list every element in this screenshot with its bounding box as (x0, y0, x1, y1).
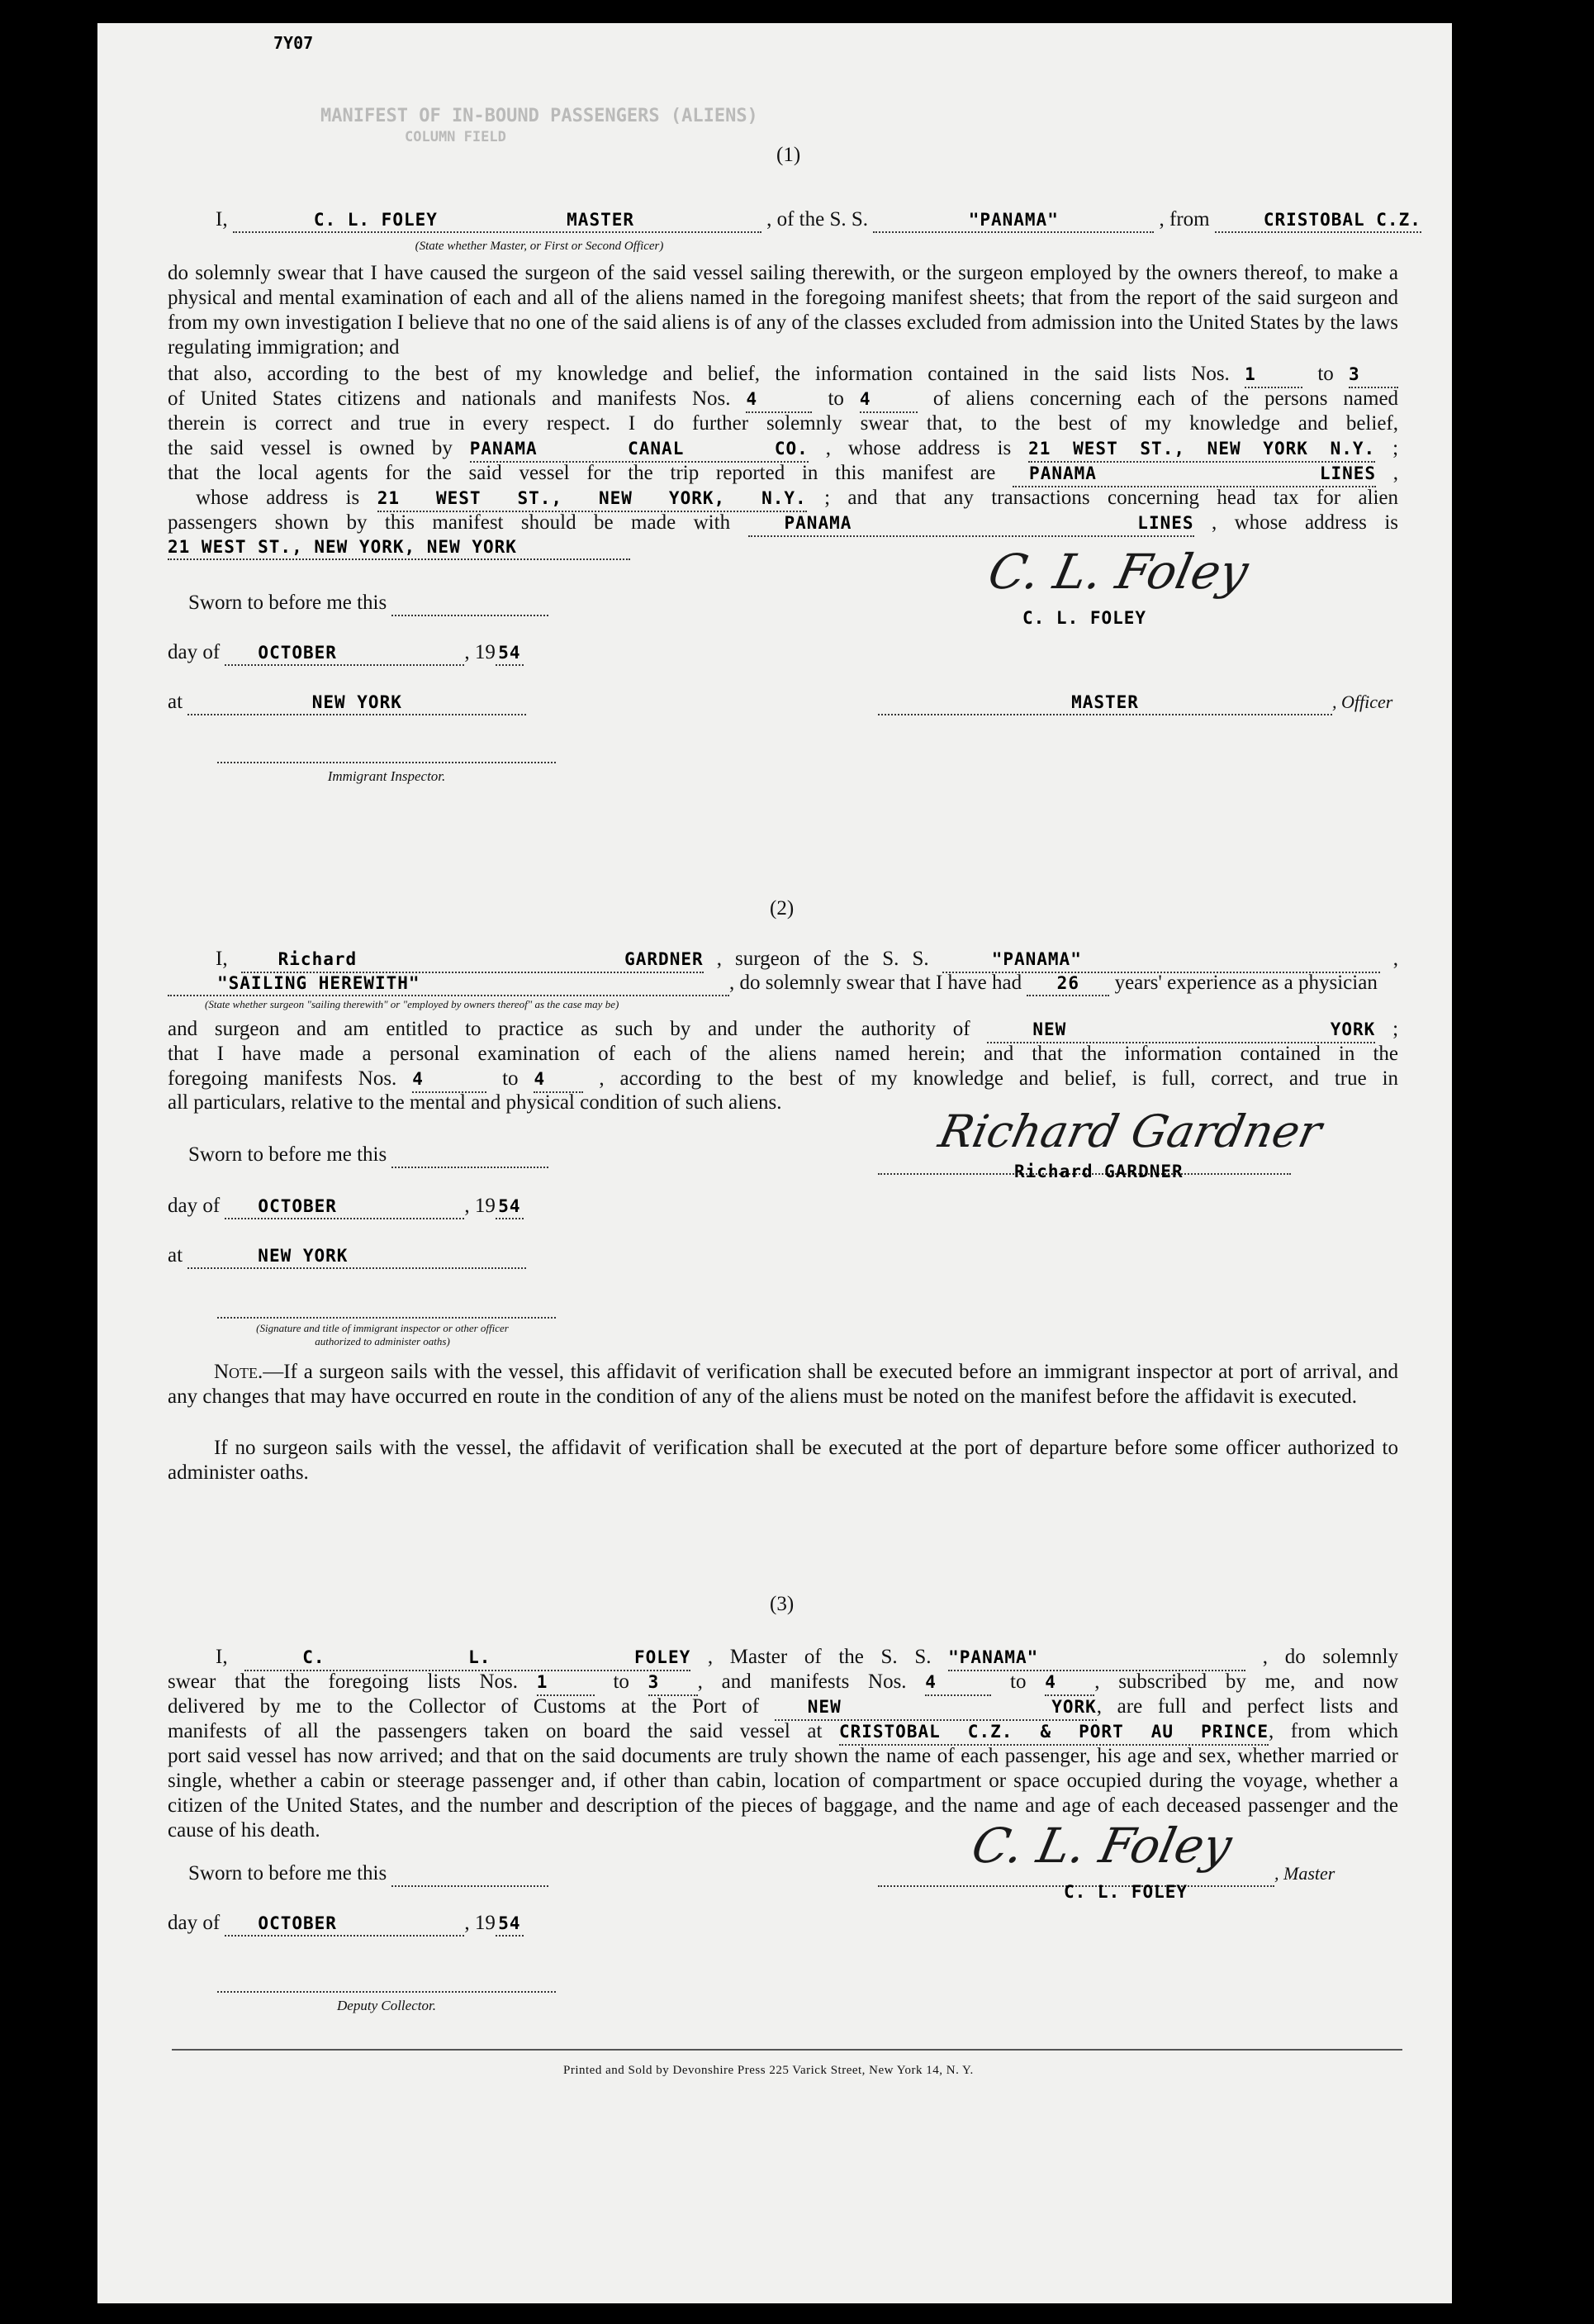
owner-address-field (1028, 436, 1375, 463)
binder-hole (1465, 2173, 1520, 2227)
port-field (775, 1694, 1097, 1721)
place: NEW YORK (311, 692, 402, 712)
to-word: to (1317, 363, 1334, 385)
years: 26 (1056, 973, 1079, 993)
master-signature-3: C. L. Foley (966, 1818, 1237, 1874)
year-prefix-2: , 19 (464, 1195, 496, 1217)
i-prefix: I, (216, 208, 228, 230)
surgeon-line: I, Richard GARDNER , surgeon of the S. S. "PANAMA" , (216, 947, 1398, 973)
agents-address-field (377, 486, 807, 512)
footer-rule (172, 2049, 1402, 2051)
lists-line (168, 362, 1398, 388)
officer-label: , Officer (1332, 691, 1393, 712)
lists-from: 1 (1245, 364, 1256, 384)
solemnly: , do solemnly (1262, 1646, 1399, 1668)
ports-taken-field (839, 1719, 1269, 1746)
delivered-line (168, 1694, 1398, 1721)
binder-hole (1468, 81, 1523, 135)
month-field-3 (225, 1912, 464, 1937)
note-paragraph (168, 1360, 1398, 1409)
agents-field (1013, 461, 1376, 487)
manifest-from: 4 (746, 389, 758, 409)
exam-line: that I have made a personal examination of each of the aliens named herein; and that the information contained in the (168, 1043, 1398, 1065)
authority-prefix: and surgeon and am entitled to practice as such by and under the authority of (168, 1018, 970, 1040)
owned-line: the said vessel is owned by PANAMA CANAL CO. , whose address is 21 WEST ST., NEW YORK N.Y. ; (168, 436, 1398, 463)
place-field-2 (187, 1244, 526, 1269)
delivered-suffix: , are full and perfect lists and (1096, 1695, 1399, 1718)
foregoing-prefix: foregoing manifests Nos. (168, 1067, 397, 1090)
month: OCTOBER (258, 643, 337, 663)
month-field (225, 641, 464, 666)
address-label: , whose address is (825, 437, 1012, 459)
binder-hole (1464, 2065, 1518, 2120)
day-of-2: day of (168, 1195, 221, 1217)
binder-hole (1467, 621, 1521, 676)
master-of: , Master of the S. S. (707, 1646, 932, 1668)
master-name-field-3 (244, 1645, 690, 1671)
lists-from-field-3 (537, 1670, 595, 1696)
signed-name-2: Richard GARDNER (1014, 1162, 1184, 1181)
citizens-prefix: of United States citizens and nationals and manifests Nos. (168, 387, 731, 410)
surgeon-signature: Richard Gardner (934, 1105, 1326, 1157)
month-2: OCTOBER (258, 1196, 337, 1216)
master-caption: (State whether Master, or First or Second Officer) (415, 240, 664, 253)
section-3-number: (3) (770, 1593, 795, 1615)
agents-prefix: that the local agents for the said vessel for the trip reported in this manifest are (168, 462, 996, 484)
manifest-to-2: 4 (534, 1069, 546, 1089)
to-word-3b: to (1010, 1671, 1027, 1693)
day-line-3 (168, 1912, 524, 1937)
lists-from-field (1245, 362, 1302, 388)
faded-title-1: MANIFEST OF IN-BOUND PASSENGERS (ALIENS) (320, 106, 758, 126)
manifest-from-3: 4 (925, 1672, 937, 1692)
years-field (1027, 972, 1109, 996)
ship-name: "PANAMA" (968, 210, 1059, 230)
agents-address-line (168, 486, 1398, 512)
particulars-line: all particulars, relative to the mental and physical condition of such aliens. (168, 1091, 782, 1114)
to-word-3: to (613, 1671, 629, 1693)
at-word: at (168, 691, 183, 713)
manifest-to-field-3 (1045, 1670, 1094, 1696)
i-prefix-2: I, (216, 948, 228, 970)
authority-field (987, 1017, 1375, 1043)
section-3-para: port said vessel has now arrived; and that on the said documents are truly shown the name of each passenger, his age and sex, whether married or single, whether a cabin or steerage passenger and, if other than cabin, location of compartment or space occupied during the voyage, whether a citizen of the United States, and the number and description of the pieces of baggage, and the name and age of each deceased passenger and the cause of his death. (168, 1745, 1398, 1842)
citizens-line (168, 387, 1398, 413)
signed-name-1: C. L. FOLEY (1022, 608, 1147, 628)
ship-field-2 (942, 947, 1380, 973)
manifests-suffix: , from which (1268, 1720, 1398, 1742)
master-label: , Master (1274, 1863, 1335, 1884)
agents-line: that the local agents for the said vessel for the trip reported in this manifest are PANAMA LINES , (168, 461, 1398, 487)
year-field-2 (496, 1195, 524, 1219)
from-label: , from (1159, 208, 1210, 230)
year-field (496, 641, 524, 666)
surgeon-of: , surgeon of the S. S. (716, 948, 929, 970)
sworn-text-2: Sworn to before me this (188, 1143, 387, 1166)
headtax-party: PANAMA LINES (784, 513, 1194, 533)
headtax-address-field (168, 535, 630, 560)
collector-caption: Deputy Collector. (337, 1998, 436, 2013)
note-label: Note. (214, 1361, 263, 1383)
passengers-prefix: passengers shown by this manifest should be made with (168, 511, 731, 534)
lists-to-field-3 (648, 1670, 698, 1696)
at-line-2 (168, 1244, 526, 1269)
surgeon-name-field (241, 947, 704, 973)
experience-line (168, 972, 1378, 996)
year-suffix-2: 54 (498, 1196, 521, 1216)
surgeon-caption: (State whether surgeon "sailing therewith" or "employed by owners thereof" as the case may be) (205, 998, 619, 1010)
signed-name-3: C. L. FOLEY (1064, 1882, 1188, 1902)
inspector-line (217, 739, 556, 763)
officer-line (878, 691, 1392, 715)
year-suffix-3: 54 (498, 1913, 521, 1933)
lists-prefix: that also, according to the best of my knowledge and belief, the information contained in the said lists Nos. (168, 363, 1230, 385)
section-2-number: (2) (770, 897, 795, 920)
ship-name-2: "PANAMA" (991, 949, 1082, 969)
owner: PANAMA CANAL CO. (469, 439, 809, 459)
faded-title-2: COLUMN FIELD (405, 129, 506, 145)
lists-from-3: 1 (536, 1672, 548, 1692)
header-stamp: 7Y07 (273, 33, 314, 53)
sworn-3 (188, 1862, 548, 1887)
ship-field-3 (948, 1645, 1245, 1671)
delivered-prefix: delivered by me to the Collector of Customs at the Port of (168, 1695, 760, 1718)
experience-suffix: years' experience as a physician (1114, 972, 1378, 994)
year-prefix: , 19 (464, 641, 496, 663)
owned-prefix: the said vessel is owned by (168, 437, 453, 459)
to-word-2: to (502, 1067, 519, 1090)
year-suffix: 54 (498, 643, 521, 663)
rank: MASTER (1071, 692, 1139, 712)
place-field (187, 691, 526, 715)
sailing: "SAILING HEREWITH" (217, 973, 420, 993)
from-port: CRISTOBAL C.Z. (1263, 210, 1421, 230)
binder-hole (1467, 753, 1521, 808)
authority-line: and surgeon and am entitled to practice as such by and under the authority of NEW YORK ; (168, 1017, 1398, 1043)
surgeon-name: Richard GARDNER (278, 949, 704, 969)
headtax-suffix: ; and that any transactions concerning head tax for alien (824, 487, 1399, 509)
binder-hole (1468, 254, 1523, 309)
citizens-suffix: of aliens concerning each of the persons named (932, 387, 1399, 410)
section-1-para-a: do solemnly swear that I have caused the surgeon of the said vessel sailing therewith, or the surgeon employed by the owners thereof, to make a physical and mental examination of each and all of the aliens named in the foregoing manifest sheets; that from the report of the said surgeon and from my own investigation I believe that no one of the said aliens is of any of the classes excluded from admission into the United States by the laws regulating immigration; and (168, 262, 1398, 359)
manifest-to: 4 (859, 389, 871, 409)
month-3: OCTOBER (258, 1913, 337, 1933)
ship-field (873, 208, 1154, 233)
at-line-1 (168, 691, 526, 715)
manifest-to-3: 4 (1045, 1672, 1056, 1692)
at-word-2: at (168, 1244, 183, 1267)
and-manifests: , and manifests Nos. (697, 1671, 907, 1693)
owner-address: 21 WEST ST., NEW YORK N.Y. (1028, 439, 1376, 459)
from-field (1215, 208, 1421, 233)
section-1-number: (1) (776, 144, 801, 166)
agents-address: 21 WEST ST., NEW YORK, N.Y. (377, 488, 807, 508)
day-of: day of (168, 641, 221, 663)
port: NEW YORK (807, 1697, 1097, 1717)
manifest-from-field-2 (412, 1067, 486, 1093)
foregoing-suffix: , according to the best of my knowledge and belief, is full, correct, and true in (599, 1067, 1399, 1090)
agents: PANAMA LINES (1029, 463, 1377, 483)
manifests-prefix: manifests of all the passengers taken on board the said vessel at (168, 1720, 823, 1742)
passengers-line (168, 511, 1398, 537)
day-line-1 (168, 641, 524, 666)
lists-to-field (1349, 362, 1398, 388)
manifests-line (168, 1719, 1398, 1746)
subscribed: , subscribed by me, and now (1094, 1671, 1398, 1693)
manifest-from-2: 4 (412, 1069, 424, 1089)
rank-field (878, 691, 1332, 715)
master-name-3: C. L. FOLEY (302, 1647, 691, 1667)
ports-taken: CRISTOBAL C.Z. & PORT AU PRINCE (838, 1722, 1269, 1742)
swear-prefix: swear that the foregoing lists Nos. (168, 1671, 519, 1693)
note-paragraph-2: If no surgeon sails with the vessel, the affidavit of verification shall be executed at the port of departure before some officer authorized to administer oaths. (168, 1437, 1398, 1484)
lists-to-3: 3 (648, 1672, 660, 1692)
sailing-field (168, 972, 729, 996)
headtax-address: 21 WEST ST., NEW YORK, NEW YORK (168, 537, 517, 557)
swear-line (168, 1670, 1398, 1696)
section-1-para-b: therein is correct and true in every respect. I do further solemnly swear that, to the best of my knowledge and belief, (168, 412, 1398, 435)
note-text: —If a surgeon sails with the vessel, this affidavit of verification shall be executed before an immigrant inspector at port of arrival, and any changes that may have occurred en route in the condition of any of the aliens must be noted on the manifest before the affidavit is executed. (168, 1361, 1398, 1408)
master-signature-1: C. L. Foley (983, 544, 1254, 600)
authority: NEW YORK (1032, 1019, 1376, 1039)
headtax-address-label: , whose address is (1211, 511, 1399, 534)
section-1-line-1 (216, 208, 1421, 233)
master-line-3 (216, 1645, 1398, 1671)
manifest-from-field-3 (925, 1670, 991, 1696)
whose-address-is: whose address is (196, 487, 360, 509)
place-2: NEW YORK (258, 1246, 349, 1266)
collector-line (217, 1968, 556, 1993)
i-prefix-3: I, (216, 1646, 228, 1668)
sworn-text: Sworn to before me this (188, 592, 387, 614)
experience-prefix: , do solemnly swear that I have had (729, 972, 1022, 994)
day-of-3: day of (168, 1912, 221, 1934)
manifest-to-field (860, 387, 918, 413)
sworn-text-3: Sworn to before me this (188, 1862, 387, 1884)
master-title: MASTER (567, 210, 635, 230)
headtax-party-field (748, 511, 1194, 537)
inspector-caption: Immigrant Inspector. (327, 768, 446, 784)
sworn-field (391, 592, 548, 616)
master-name: C. L. FOLEY (313, 210, 438, 230)
master-field (233, 208, 761, 233)
year-field-3 (496, 1912, 524, 1937)
printer-footer: Printed and Sold by Devonshire Press 225 Varick Street, New York 14, N. Y. (563, 2064, 974, 2077)
manifest-to-field-2 (534, 1067, 583, 1093)
inspector-line-2 (217, 1294, 556, 1319)
lists-to: 3 (1349, 364, 1360, 384)
to-word: to (828, 387, 844, 410)
binder-hole (1467, 1647, 1521, 1702)
sworn-2 (188, 1143, 548, 1168)
headtax-address-line (168, 535, 630, 560)
inspector-caption-2: (Signature and title of immigrant inspector or other officer authorized to administer oaths) (256, 1322, 509, 1347)
foregoing-line (168, 1067, 1398, 1093)
day-line-2 (168, 1195, 524, 1219)
manifest-page (97, 23, 1452, 2303)
manifest-from-field (746, 387, 812, 413)
of-the-ss: , of the S. S. (766, 208, 869, 230)
binder-hole (1464, 1517, 1518, 1571)
ship-name-3: "PANAMA" (948, 1647, 1039, 1667)
year-prefix-3: , 19 (464, 1912, 496, 1934)
month-field-2 (225, 1195, 464, 1219)
owner-field (470, 436, 809, 463)
sworn-1 (188, 592, 548, 616)
